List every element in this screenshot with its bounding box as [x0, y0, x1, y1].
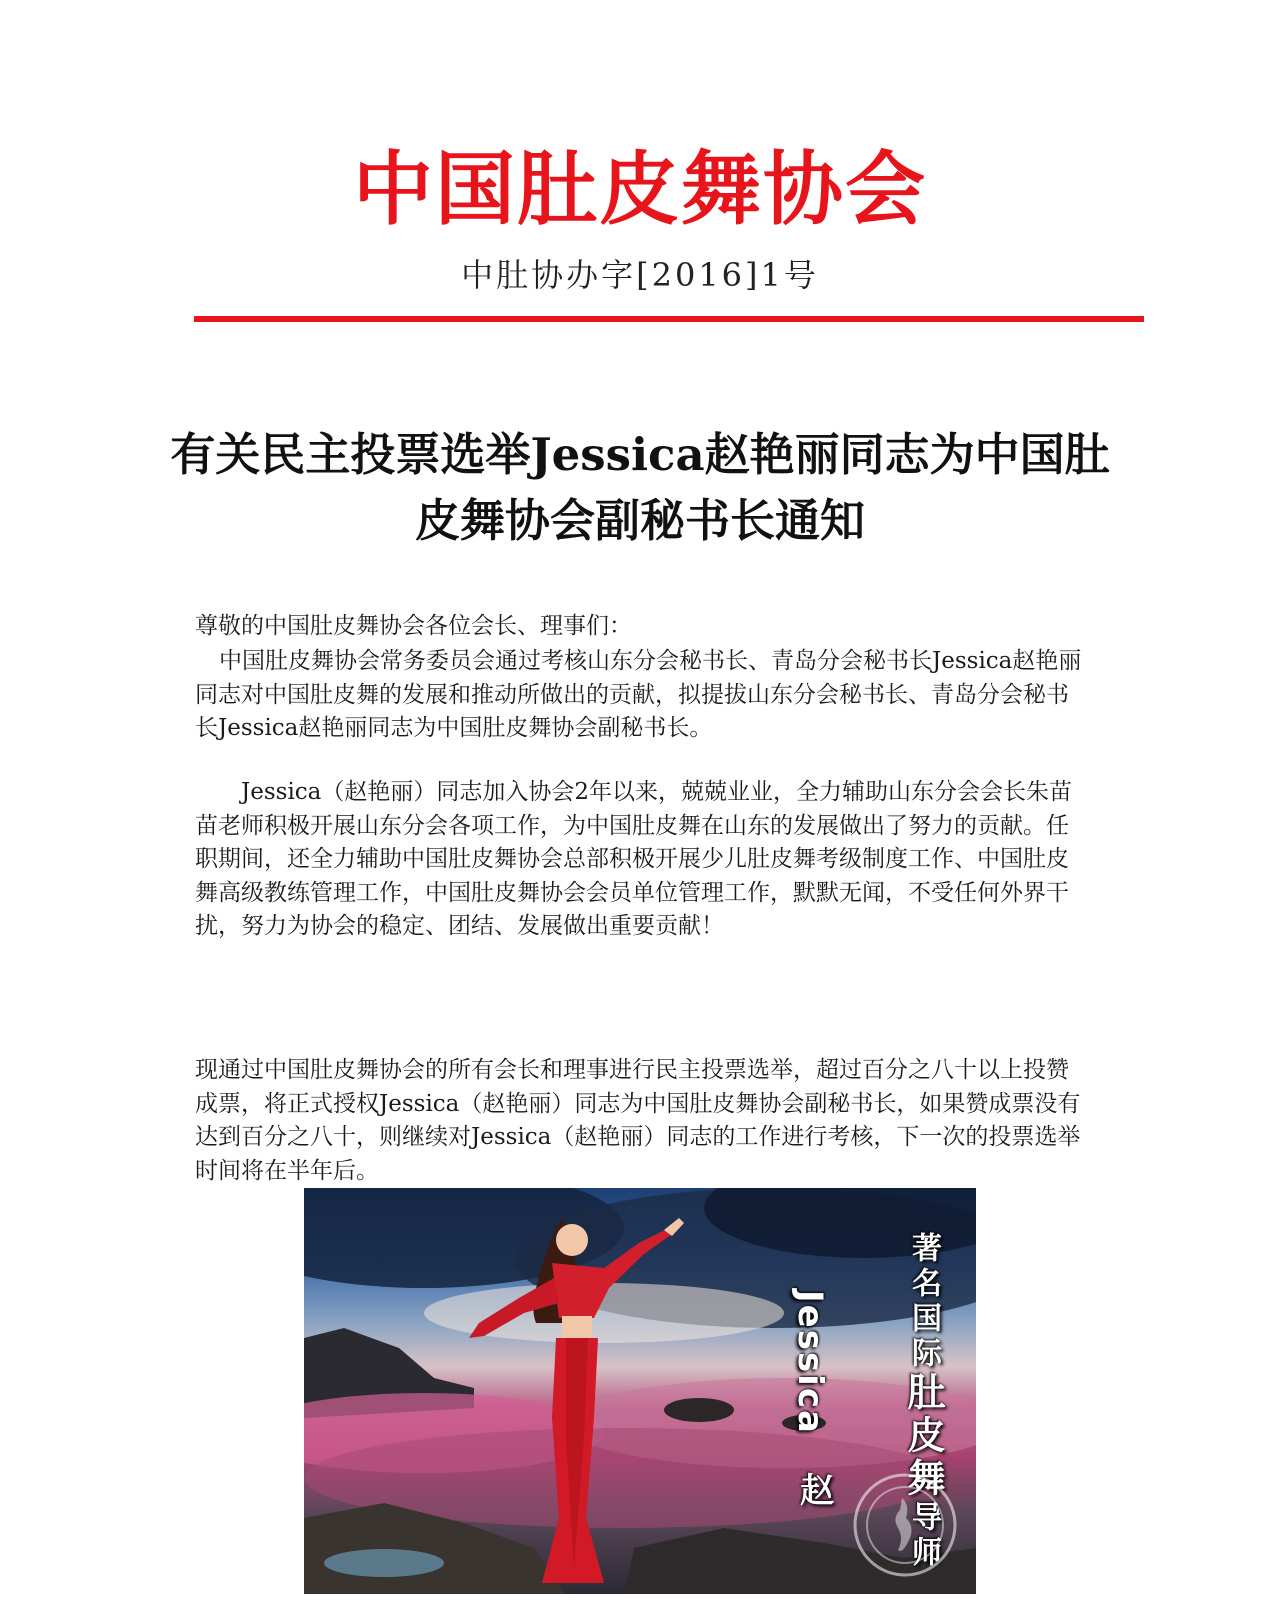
- caption-title-part-2: 肚皮舞: [901, 1372, 945, 1501]
- paragraph-1: 中国肚皮舞协会常务委员会通过考核山东分会秘书长、青岛分会秘书长Jessica赵艳丽同志对中国肚皮舞的发展和推动所做出的贡献，拟提拔山东分会秘书长、青岛分会秘书长Jessica赵艳丽同志为中国肚皮舞协会副秘书长。: [195, 648, 1082, 741]
- paragraph-3: 现通过中国肚皮舞协会的所有会长和理事进行民主投票选举，超过百分之八十以上投赞成票，将正式授权Jessica（赵艳丽）同志为中国肚皮舞协会副秘书长，如果赞成票没有达到百分之八十，则继续对Jessica（赵艳丽）同志的工作进行考核，下一次的投票选举时间将在半年后。: [195, 1057, 1081, 1184]
- tide-pool: [324, 1549, 444, 1577]
- salutation: 尊敬的中国肚皮舞协会各位会长、理事们：: [195, 613, 632, 639]
- seal-dancer-icon: [895, 1498, 911, 1551]
- paragraph-2: Jessica（赵艳丽）同志加入协会2年以来，兢兢业业，全力辅助山东分会会长朱苗苗老师积极开展山东分会各项工作，为中国肚皮舞在山东的发展做出了努力的贡献。任职期间，还全力辅助中国肚皮舞协会总部积极开展少儿肚皮舞考级制度工作、中国肚皮舞高级教练管理工作，中国肚皮舞协会会员单位管理工作，默默无闻，不受任何外界干扰，努力为协会的稳定、团结、发展做出重要贡献！: [195, 779, 1073, 939]
- association-seal-logo: [850, 1470, 960, 1580]
- rock: [664, 1398, 734, 1422]
- dancer-face: [556, 1224, 588, 1256]
- notice-title: 有关民主投票选举Jessica赵艳丽同志为中国肚皮舞协会副秘书长通知: [170, 428, 1110, 547]
- caption-title-part-1: 著名国际: [906, 1232, 941, 1372]
- caption-title-part-3: 导师: [906, 1501, 941, 1571]
- organization-title: 中国肚皮舞协会: [353, 143, 927, 236]
- caption-surname: 赵: [800, 1471, 834, 1511]
- caption-name: Jessica: [790, 1290, 830, 1435]
- dancer-waist: [562, 1316, 592, 1338]
- header-divider: [194, 316, 1144, 322]
- document-number: 中肚协办字[2016]1号: [461, 256, 819, 294]
